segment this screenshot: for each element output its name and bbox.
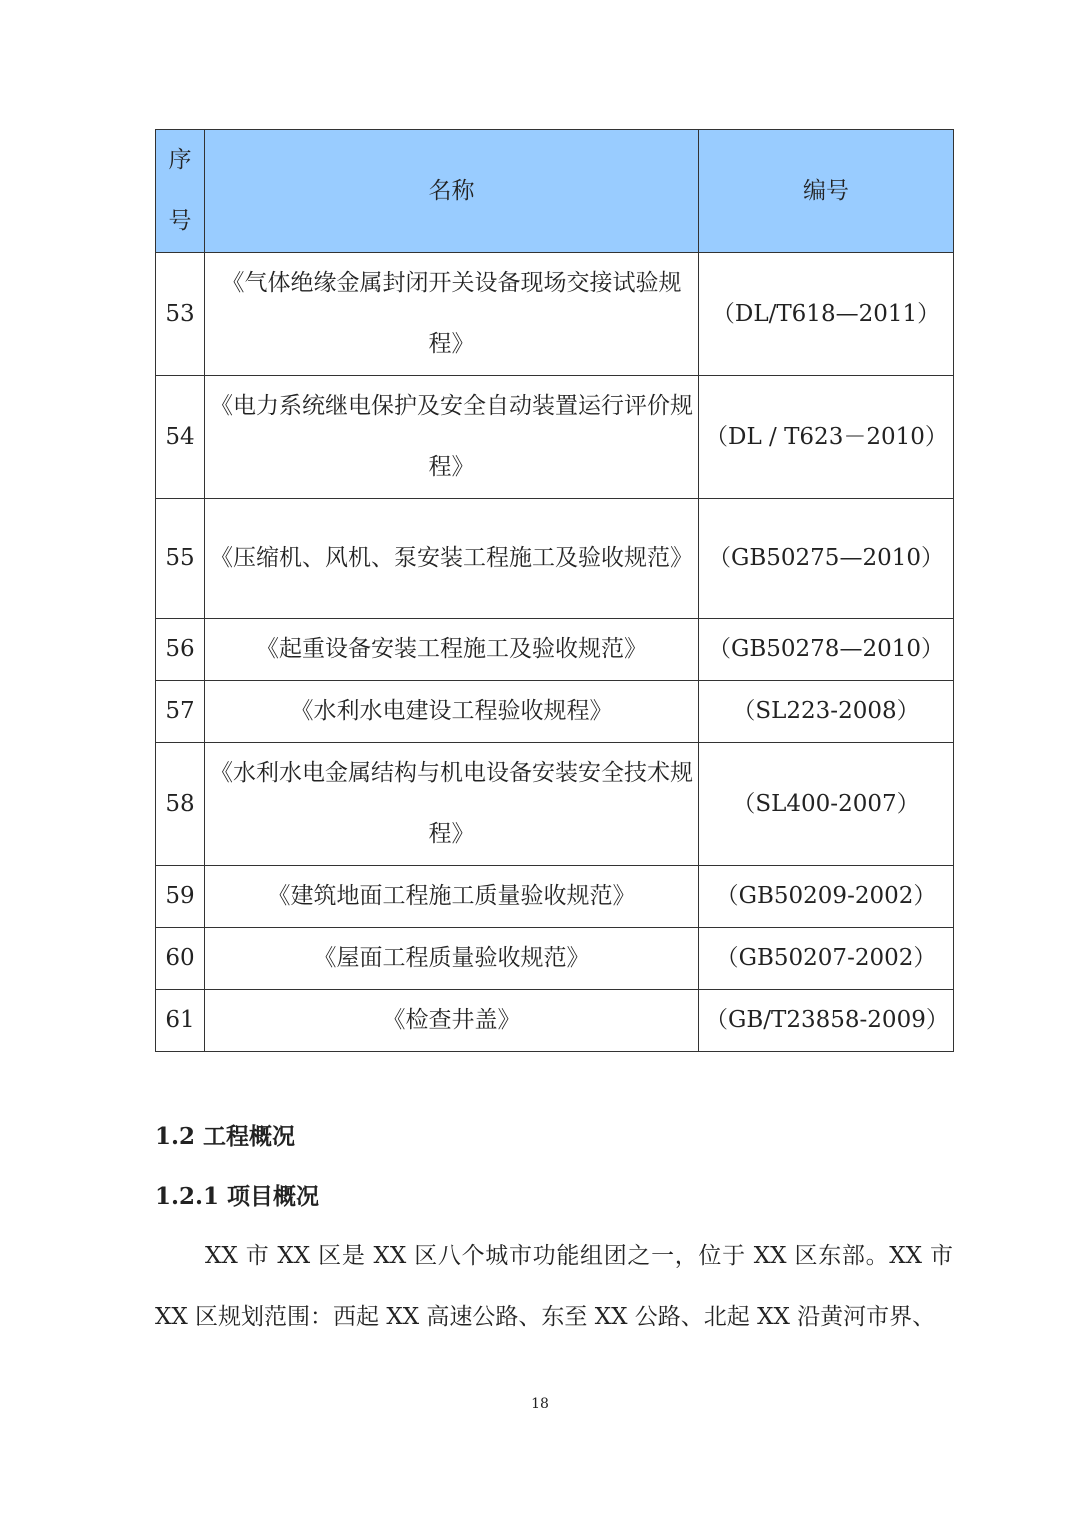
row-number: 54	[156, 376, 205, 499]
row-standard-code: （SL400-2007）	[699, 743, 954, 866]
row-standard-name: 《起重设备安装工程施工及验收规范》	[205, 619, 699, 681]
table-row	[156, 928, 954, 990]
row-number: 53	[156, 253, 205, 376]
row-number: 58	[156, 743, 205, 866]
header-serial-number-line1: 序	[168, 147, 192, 173]
subsection-heading: 1.2.1 项目概况	[155, 1183, 320, 1210]
row-standard-name: 《建筑地面工程施工质量验收规范》	[205, 866, 699, 928]
row-number: 55	[156, 499, 205, 619]
table-row	[156, 681, 954, 743]
row-number: 60	[156, 928, 205, 990]
section-heading: 1.2 工程概况	[155, 1123, 296, 1150]
standards-table	[155, 129, 954, 1052]
header-name: 名称	[205, 130, 699, 253]
table-row	[156, 743, 954, 866]
row-standard-code: （GB50207-2002）	[699, 928, 954, 990]
row-number: 56	[156, 619, 205, 681]
row-number: 59	[156, 866, 205, 928]
row-standard-code: （GB50278—2010）	[699, 619, 954, 681]
row-standard-name: 《压缩机、风机、泵安装工程施工及验收规范》	[205, 499, 699, 619]
table-row	[156, 499, 954, 619]
row-standard-code: （GB50275—2010）	[699, 499, 954, 619]
row-standard-name: 《检查井盖》	[205, 990, 699, 1052]
table-row	[156, 866, 954, 928]
table-row	[156, 990, 954, 1052]
table-row	[156, 619, 954, 681]
project-overview-paragraph: XX 市 XX 区是 XX 区八个城市功能组团之一，位于 XX 区东部。XX 市 XX 区规划范围：西起 XX 高速公路、东至 XX 公路、北起 XX 沿黄河市界、	[155, 1243, 953, 1330]
row-standard-code: （SL223-2008）	[699, 681, 954, 743]
row-number: 57	[156, 681, 205, 743]
row-standard-name: 《屋面工程质量验收规范》	[205, 928, 699, 990]
header-serial-number-line2: 号	[168, 208, 192, 234]
row-standard-name: 《气体绝缘金属封闭开关设备现场交接试验规程》	[205, 253, 699, 376]
table-row	[156, 253, 954, 376]
row-standard-code: （GB50209-2002）	[699, 866, 954, 928]
header-serial-number	[156, 130, 205, 253]
table-row	[156, 376, 954, 499]
page-number: 18	[531, 1396, 549, 1412]
row-number: 61	[156, 990, 205, 1052]
row-standard-name: 《水利水电金属结构与机电设备安装安全技术规程》	[205, 743, 699, 866]
row-standard-name: 《电力系统继电保护及安全自动装置运行评价规程》	[205, 376, 699, 499]
row-standard-code: （DL / T623－2010）	[699, 376, 954, 499]
row-standard-code: （GB/T23858-2009）	[699, 990, 954, 1052]
header-code: 编号	[699, 130, 954, 253]
row-standard-name: 《水利水电建设工程验收规程》	[205, 681, 699, 743]
table-header-row	[156, 130, 954, 253]
row-standard-code: （DL/T618—2011）	[699, 253, 954, 376]
